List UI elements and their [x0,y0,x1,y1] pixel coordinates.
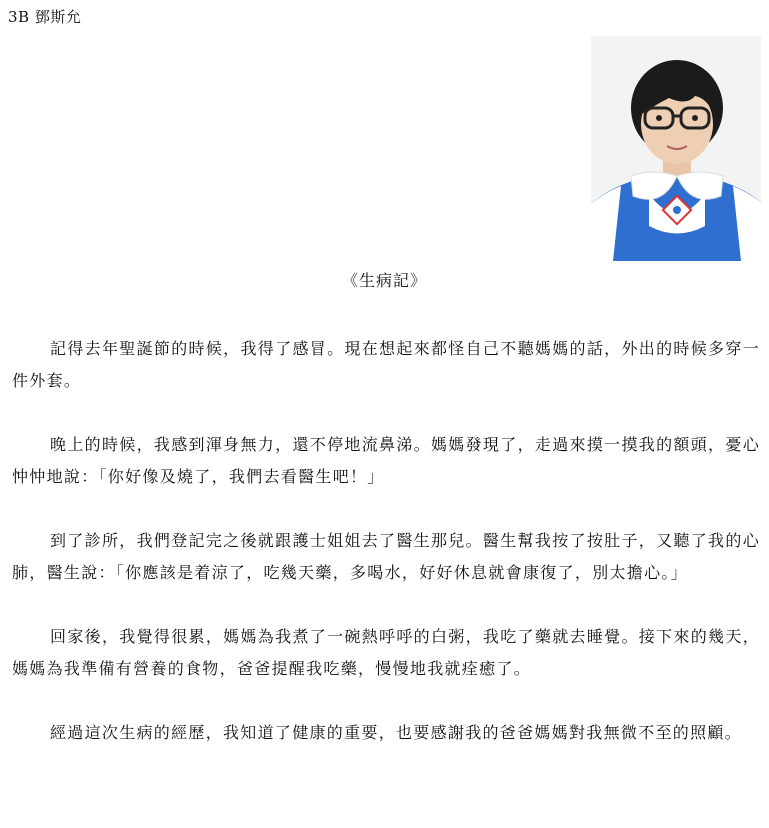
student-portrait-icon [591,36,761,261]
essay-body [12,333,760,781]
essay-paragraph: 回家後，我覺得很累，媽媽為我煮了一碗熱呼呼的白粥，我吃了藥就去睡覺。接下來的幾天，媽媽為我準備有營養的食物，爸爸提醒我吃藥，慢慢地我就痊癒了。 [12,627,760,678]
essay-paragraph: 經過這次生病的經歷，我知道了健康的重要，也要感謝我的爸爸媽媽對我無微不至的照顧。 [50,723,743,742]
essay-paragraph: 到了診所，我們登記完之後就跟護士姐姐去了醫生那兒。醫生幫我按了按肚子，又聽了我的心肺，醫生說：「你應該是着涼了，吃幾天藥，多喝水，好好休息就會康復了，別太擔心。」 [12,531,760,582]
essay-title: 《生病記》 [341,271,427,290]
essay-paragraph: 晚上的時候，我感到渾身無力，還不停地流鼻涕。媽媽發現了，走過來摸一摸我的額頭，憂心忡忡地說：「你好像及燒了，我們去看醫生吧！」 [12,435,760,486]
essay-paragraph: 記得去年聖誕節的時候，我得了感冒。現在想起來都怪自己不聽媽媽的話，外出的時候多穿一件外套。 [12,339,760,390]
student-photo [591,36,761,261]
student-name-label: 3B 鄧斯允 [8,8,82,26]
